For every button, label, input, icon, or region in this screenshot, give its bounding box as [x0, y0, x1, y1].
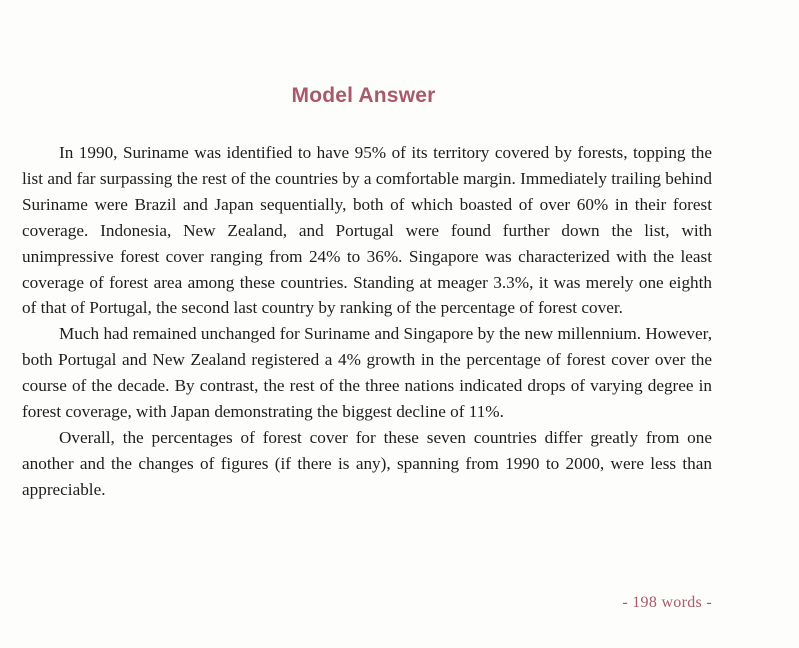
document-title: Model Answer [291, 84, 436, 107]
paragraph-2: Much had remained unchanged for Suriname and Singapore by the new millennium. However, both Portugal and New Zealand registered a 4% growth in the percentage of forest cover over the course of the decade. By contrast, the rest of the three nations indicated drops of varying degree in forest coverage, with Japan demonstrating the biggest decline of 11%. [22, 324, 712, 422]
answer-body [22, 140, 712, 503]
paragraph-1: In 1990, Suriname was identified to have 95% of its territory covered by forests, topping the list and far surpassing the rest of the countries by a comfortable margin. Immediately trailing behind Suriname were Brazil and Japan sequentially, both of which boasted of over 60% in their forest coverage. Indonesia, New Zealand, and Portugal were found further down the list, with unimpressive forest cover ranging from 24% to 36%. Singapore was characterized with the least coverage of forest area among these countries. Standing at meager 3.3%, it was merely one eighth of that of Portugal, the second last country by ranking of the percentage of forest cover. [22, 143, 712, 318]
paragraph-3: Overall, the percentages of forest cover for these seven countries differ greatly from one another and the changes of figures (if there is any), spanning from 1990 to 2000, were less than appreciable. [22, 427, 712, 499]
word-count: - 198 words - [622, 594, 712, 611]
